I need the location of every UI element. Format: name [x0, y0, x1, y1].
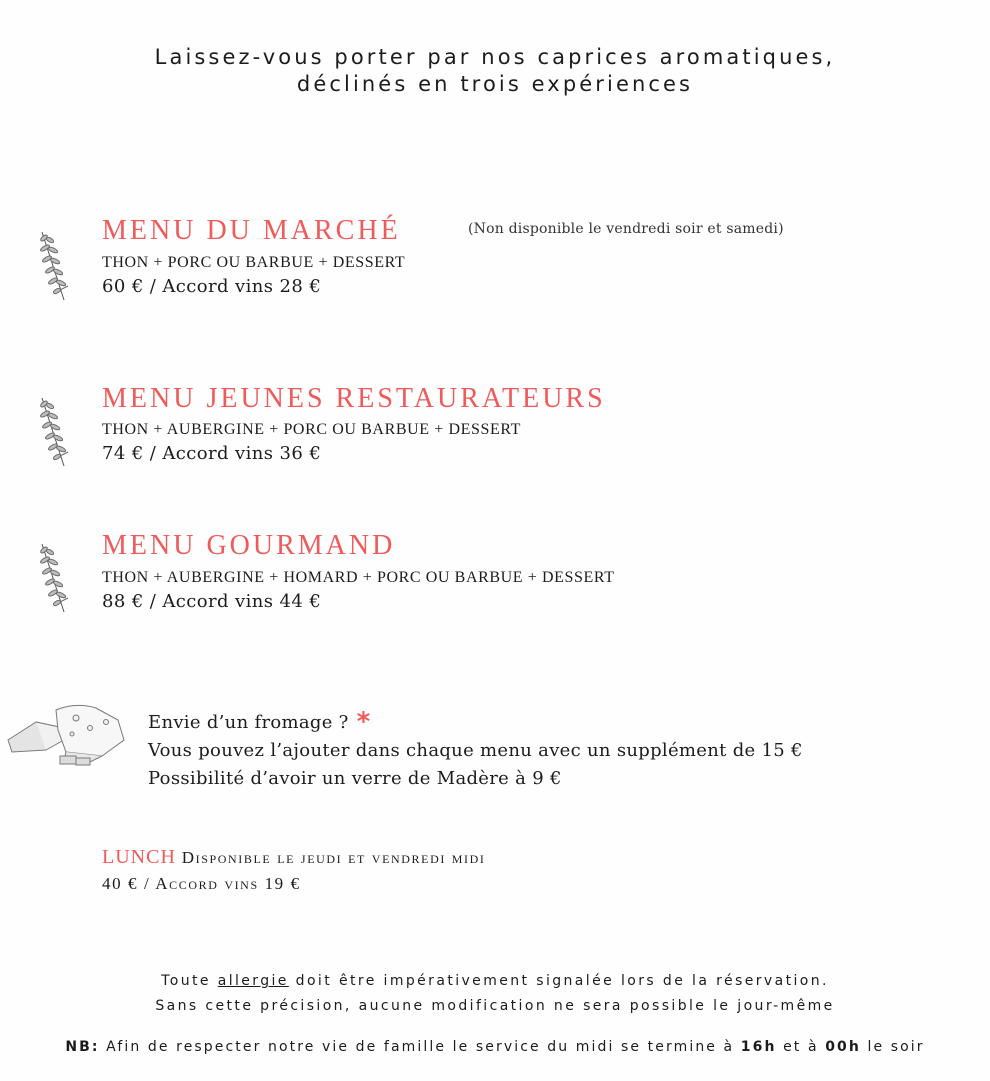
lunch-line [102, 846, 486, 869]
asterisk-icon: * [356, 707, 371, 737]
herb-sprig-icon [34, 540, 70, 616]
lunch-availability: Disponible le jeudi et vendredi midi [181, 848, 486, 867]
lunch-price-rest: ccord vins 19 € [169, 874, 301, 893]
intro-line-1: Laissez-vous porter par nos caprices aromatiques, [154, 45, 836, 69]
allergy-line-1 [0, 969, 990, 994]
herb-sprig-icon [34, 228, 70, 304]
menu-courses: THON + PORC OU BARBUE + DESSERT [102, 254, 406, 271]
allergy-word: allergie [217, 973, 289, 989]
lunch-price [102, 874, 301, 894]
nb-middle: et à [776, 1039, 826, 1055]
intro-heading [0, 44, 990, 98]
allergy-line-2: Sans cette précision, aucune modification ne sera possible le jour-même [155, 998, 835, 1014]
cheese-supplement: Vous pouvez l’ajouter dans chaque menu avec un supplément de 15 € [148, 740, 803, 761]
menu-title: MENU GOURMAND [102, 530, 396, 561]
menu-courses: THON + AUBERGINE + HOMARD + PORC OU BARBUE + DESSERT [102, 569, 615, 586]
allergy-text-end: doit être impérativement signalée lors de la réservation. [288, 973, 829, 989]
menu-title: MENU DU MARCHÉ [102, 215, 401, 246]
lunch-price-start: 40 € / A [102, 874, 170, 893]
herb-sprig-icon [34, 394, 70, 470]
menu-price: 74 € / Accord vins 36 € [102, 443, 322, 464]
madeira-option: Possibilité d’avoir un verre de Madère à 9 € [148, 768, 562, 789]
menu-price: 88 € / Accord vins 44 € [102, 591, 322, 612]
menu-availability-note: (Non disponible le vendredi soir et samedi) [468, 221, 784, 237]
menu-title: MENU JEUNES RESTAURATEURS [102, 383, 606, 414]
nb-end: le soir [860, 1039, 925, 1055]
cheese-question: Envie d’un fromage ? [148, 712, 349, 733]
nb-text: Afin de respecter notre vie de famille le service du midi se termine à [99, 1039, 741, 1055]
nb-label: NB: [65, 1039, 100, 1055]
allergy-notice [0, 969, 990, 1019]
lunch-end-time: 16h [740, 1039, 777, 1055]
menu-courses: THON + AUBERGINE + PORC OU BARBUE + DESSERT [102, 421, 522, 438]
cheese-question-line [148, 708, 803, 737]
cheese-icon [6, 700, 130, 770]
menu-price: 60 € / Accord vins 28 € [102, 276, 322, 297]
allergy-text-start: Toute [161, 973, 218, 989]
lunch-label: LUNCH [102, 846, 176, 868]
dinner-end-time: 00h [825, 1039, 861, 1055]
cheese-info [148, 708, 803, 793]
intro-line-2: déclinés en trois expériences [296, 72, 694, 96]
service-hours-note [0, 1039, 990, 1055]
